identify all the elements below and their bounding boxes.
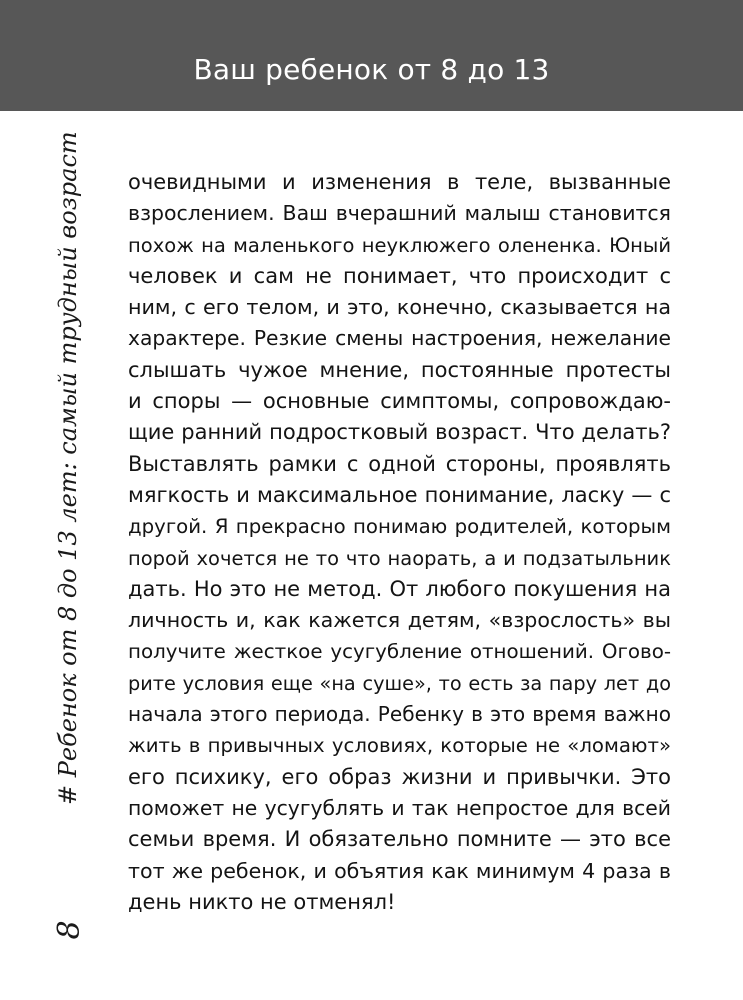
- page-header-title: Ваш ребенок от 8 до 13: [193, 53, 550, 86]
- body-line: другой. Я прекрасно понимаю родителей, которым: [128, 515, 671, 539]
- body-line: начала этого периода. Ребенку в это время важно: [128, 702, 671, 727]
- body-line: личность и, как кажется детям, «взрослость» вы: [128, 608, 671, 633]
- body-line: очевидными и изменения в теле, вызванные: [128, 170, 671, 194]
- body-line: порой хочется не то что наорать, а и подзатыльник: [128, 546, 671, 570]
- body-line: рите условия еще «на суше», то есть за пару лет до: [128, 671, 671, 695]
- body-line: характере. Резкие смены настроения, нежелание: [128, 326, 671, 351]
- body-line: ним, с его телом, и это, конечно, сказывается на: [128, 295, 671, 320]
- page-number: 8: [52, 920, 87, 940]
- body-line: семьи время. И обязательно помните — это все: [128, 827, 671, 852]
- book-side-title: # Ребенок от 8 до 13 лет: самый трудный возраст: [54, 131, 82, 805]
- body-line: слышать чужое мнение, постоянные протесты: [128, 357, 671, 382]
- header-bar: [0, 0, 743, 111]
- body-line: дать. Но это не метод. От любого покушения на: [128, 576, 671, 601]
- body-line: поможет не усугублять и так непростое для всей: [128, 795, 671, 820]
- body-line: щие ранний подростковый возраст. Что делать?: [128, 420, 671, 445]
- body-line: его психику, его образ жизни и привычки. Это: [128, 764, 671, 789]
- body-line: получите жесткое усугубление отношений. Огово-: [128, 640, 671, 664]
- body-text: [128, 167, 671, 918]
- body-line: день никто не отменял!: [128, 889, 396, 914]
- body-line: взрослением. Ваш вчерашний малыш становится: [128, 201, 671, 226]
- body-line: похож на маленького неуклюжего олененка. Юный: [128, 233, 671, 257]
- body-line: тот же ребенок, и объятия как минимум 4 раза в: [128, 858, 671, 883]
- body-line: и споры — основные симптомы, сопровождаю-: [128, 389, 671, 414]
- body-line: жить в привычных условиях, которые не «ломают»: [128, 734, 671, 758]
- body-line: мягкость и максимальное понимание, ласку — с: [128, 482, 671, 507]
- body-line: Выставлять рамки с одной стороны, проявлять: [128, 451, 671, 476]
- body-line: человек и сам не понимает, что происходит с: [128, 263, 671, 288]
